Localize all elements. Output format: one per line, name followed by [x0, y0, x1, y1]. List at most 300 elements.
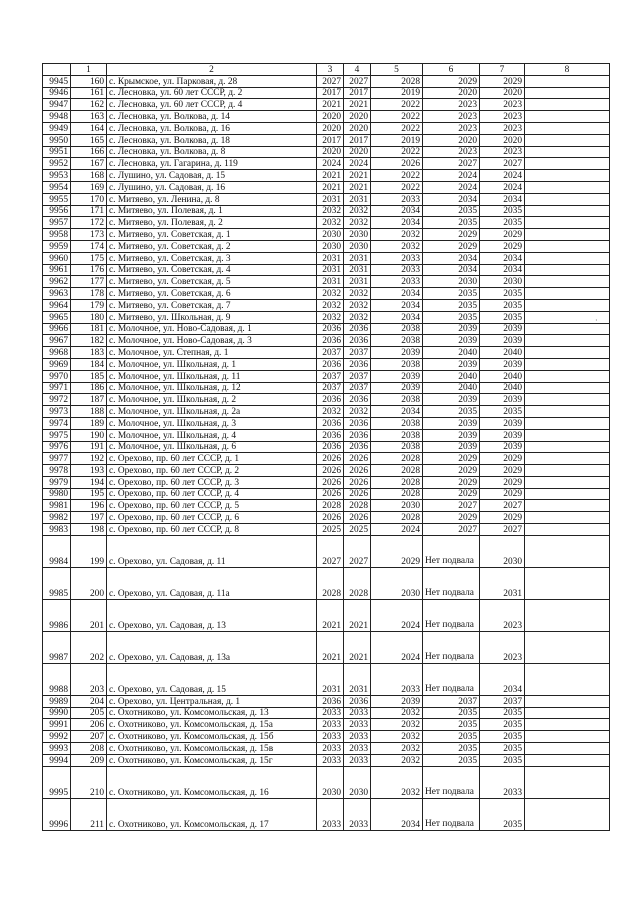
- cell-address: с. Митяево, ул. Советская, д. 6: [107, 288, 317, 300]
- cell-year-col-7: 2024: [480, 170, 525, 182]
- cell-year-col-4: 2021: [344, 170, 371, 182]
- cell-year-col-4: 2036: [344, 394, 371, 406]
- cell-col-8: [525, 417, 610, 429]
- header-col-4: 4: [344, 64, 371, 76]
- cell-year-col-7: 2034: [480, 252, 525, 264]
- cell-row-number: 9955: [43, 193, 71, 205]
- cell-col-8: [525, 240, 610, 252]
- cell-row-number: 9992: [43, 731, 71, 743]
- cell-year-col-6: 2035: [423, 406, 480, 418]
- cell-row-number: 9950: [43, 134, 71, 146]
- cell-year-col-7: 2033: [480, 766, 525, 798]
- cell-row-number: 9968: [43, 347, 71, 359]
- cell-year-col-5: 2034: [371, 299, 423, 311]
- cell-year-col-5: 2028: [371, 75, 423, 87]
- cell-row-number: 9996: [43, 798, 71, 830]
- cell-year-col-6: 2029: [423, 465, 480, 477]
- cell-year-col-7: 2029: [480, 229, 525, 241]
- cell-row-number: 9951: [43, 146, 71, 158]
- cell-year-col-3: 2036: [317, 429, 344, 441]
- cell-year-col-3: 2026: [317, 476, 344, 488]
- cell-address: с. Молочное, ул. Школьная, д. 12: [107, 382, 317, 394]
- cell-address: с. Митяево, ул. Советская, д. 3: [107, 252, 317, 264]
- cell-col-8: [525, 631, 610, 663]
- cell-year-col-4: 2030: [344, 240, 371, 252]
- cell-address: с. Молочное, ул. Школьная, д. 1: [107, 358, 317, 370]
- cell-col-8: [525, 754, 610, 766]
- cell-row-number: 9945: [43, 75, 71, 87]
- cell-col-8: [525, 229, 610, 241]
- cell-address: с. Охотниково, ул. Комсомольская, д. 15г: [107, 754, 317, 766]
- cell-col-8: [525, 488, 610, 500]
- cell-item-number: 171: [71, 205, 107, 217]
- cell-year-col-5: 2032: [371, 719, 423, 731]
- cell-col-8: [525, 599, 610, 631]
- cell-address: с. Молочное, ул. Школьная, д. 3: [107, 417, 317, 429]
- cell-item-number: 182: [71, 335, 107, 347]
- cell-item-number: 162: [71, 99, 107, 111]
- cell-address: с. Митяево, ул. Советская, д. 2: [107, 240, 317, 252]
- table-row: [43, 631, 610, 663]
- cell-year-col-7: 2034: [480, 663, 525, 695]
- table-row: [43, 134, 610, 146]
- cell-year-col-3: 2037: [317, 382, 344, 394]
- table-row: [43, 599, 610, 631]
- table-row: [43, 146, 610, 158]
- cell-year-col-6: 2023: [423, 99, 480, 111]
- cell-address: с. Молочное, ул. Ново-Садовая, д. 3: [107, 335, 317, 347]
- cell-address: с. Лесновка, ул. 60 лет СССР, д. 2: [107, 87, 317, 99]
- cell-year-col-5: 2019: [371, 87, 423, 99]
- header-col-5: 5: [371, 64, 423, 76]
- cell-item-number: 210: [71, 766, 107, 798]
- cell-address: с. Лесновка, ул. 60 лет СССР, д. 4: [107, 99, 317, 111]
- cell-year-col-6: 2029: [423, 488, 480, 500]
- cell-year-col-5: 2026: [371, 158, 423, 170]
- cell-year-col-6: 2024: [423, 170, 480, 182]
- table-row: [43, 417, 610, 429]
- table-row: [43, 394, 610, 406]
- table-row: [43, 567, 610, 599]
- cell-year-col-4: 2026: [344, 488, 371, 500]
- cell-row-number: 9965: [43, 311, 71, 323]
- cell-year-col-5: 2038: [371, 394, 423, 406]
- cell-year-col-3: 2032: [317, 205, 344, 217]
- cell-year-col-3: 2020: [317, 122, 344, 134]
- table-row: [43, 217, 610, 229]
- cell-year-col-5: 2028: [371, 453, 423, 465]
- cell-year-col-3: 2033: [317, 754, 344, 766]
- table-row: [43, 335, 610, 347]
- cell-year-col-6: 2034: [423, 252, 480, 264]
- cell-year-col-7: 2039: [480, 323, 525, 335]
- cell-row-number: 9962: [43, 276, 71, 288]
- cell-address: с. Орехово, пр. 60 лет СССР, д. 5: [107, 500, 317, 512]
- cell-year-col-5: 2034: [371, 288, 423, 300]
- table-row: [43, 358, 610, 370]
- cell-row-number: 9963: [43, 288, 71, 300]
- cell-item-number: 190: [71, 429, 107, 441]
- cell-row-number: 9983: [43, 524, 71, 536]
- table-row: [43, 347, 610, 359]
- cell-year-col-7: 2035: [480, 743, 525, 755]
- cell-year-col-6: 2039: [423, 335, 480, 347]
- cell-year-col-6: 2039: [423, 429, 480, 441]
- cell-address: с. Лесновка, ул. Волкова, д. 16: [107, 122, 317, 134]
- cell-year-col-6: 2039: [423, 394, 480, 406]
- cell-col-8: [525, 535, 610, 567]
- cell-year-col-7: 2029: [480, 75, 525, 87]
- cell-col-8: [525, 158, 610, 170]
- cell-item-number: 209: [71, 754, 107, 766]
- cell-year-col-3: 2031: [317, 276, 344, 288]
- cell-year-col-5: 2032: [371, 240, 423, 252]
- cell-year-col-7: 2027: [480, 524, 525, 536]
- cell-year-col-6: 2035: [423, 707, 480, 719]
- table-row: [43, 205, 610, 217]
- cell-item-number: 184: [71, 358, 107, 370]
- cell-item-number: 200: [71, 567, 107, 599]
- cell-year-col-6: Нет подвала: [423, 766, 480, 798]
- cell-item-number: 160: [71, 75, 107, 87]
- cell-year-col-6: 2037: [423, 695, 480, 707]
- cell-year-col-7: 2034: [480, 264, 525, 276]
- cell-row-number: 9976: [43, 441, 71, 453]
- cell-address: с. Орехово, ул. Садовая, д. 13: [107, 599, 317, 631]
- cell-year-col-4: 2026: [344, 476, 371, 488]
- cell-item-number: 179: [71, 299, 107, 311]
- table-row: [43, 323, 610, 335]
- cell-year-col-4: 2032: [344, 406, 371, 418]
- cell-col-8: [525, 75, 610, 87]
- cell-item-number: 176: [71, 264, 107, 276]
- cell-address: с. Орехово, пр. 60 лет СССР, д. 3: [107, 476, 317, 488]
- cell-address: с. Митяево, ул. Советская, д. 7: [107, 299, 317, 311]
- cell-item-number: 185: [71, 370, 107, 382]
- cell-row-number: 9977: [43, 453, 71, 465]
- cell-item-number: 198: [71, 524, 107, 536]
- cell-address: с. Митяево, ул. Школьная, д. 9: [107, 311, 317, 323]
- cell-col-8: [525, 122, 610, 134]
- cell-year-col-7: 2035: [480, 217, 525, 229]
- cell-year-col-7: 2023: [480, 122, 525, 134]
- cell-year-col-6: 2035: [423, 731, 480, 743]
- cell-year-col-5: 2039: [371, 370, 423, 382]
- cell-year-col-5: 2019: [371, 134, 423, 146]
- table-row: [43, 707, 610, 719]
- cell-item-number: 199: [71, 535, 107, 567]
- cell-year-col-7: 2039: [480, 394, 525, 406]
- cell-row-number: 9948: [43, 111, 71, 123]
- cell-item-number: 206: [71, 719, 107, 731]
- cell-year-col-3: 2021: [317, 181, 344, 193]
- cell-item-number: 164: [71, 122, 107, 134]
- cell-year-col-4: 2037: [344, 370, 371, 382]
- cell-row-number: 9953: [43, 170, 71, 182]
- cell-address: с. Орехово, пр. 60 лет СССР, д. 6: [107, 512, 317, 524]
- cell-year-col-4: 2028: [344, 500, 371, 512]
- cell-row-number: 9964: [43, 299, 71, 311]
- cell-year-col-3: 2036: [317, 417, 344, 429]
- cell-year-col-5: 2028: [371, 488, 423, 500]
- cell-row-number: 9960: [43, 252, 71, 264]
- cell-col-8: [525, 276, 610, 288]
- cell-year-col-7: 2029: [480, 453, 525, 465]
- cell-year-col-6: 2029: [423, 229, 480, 241]
- cell-year-col-3: 2026: [317, 465, 344, 477]
- table-row: [43, 476, 610, 488]
- cell-year-col-7: 2029: [480, 240, 525, 252]
- cell-year-col-3: 2017: [317, 87, 344, 99]
- cell-year-col-5: 2022: [371, 146, 423, 158]
- cell-year-col-6: 2035: [423, 205, 480, 217]
- cell-year-col-7: 2034: [480, 193, 525, 205]
- cell-item-number: 169: [71, 181, 107, 193]
- cell-address: с. Орехово, ул. Садовая, д. 11: [107, 535, 317, 567]
- table-row: [43, 754, 610, 766]
- cell-row-number: 9995: [43, 766, 71, 798]
- cell-year-col-7: 2035: [480, 754, 525, 766]
- cell-row-number: 9967: [43, 335, 71, 347]
- cell-year-col-5: 2038: [371, 335, 423, 347]
- cell-year-col-4: 2025: [344, 524, 371, 536]
- cell-year-col-4: 2033: [344, 754, 371, 766]
- cell-col-8: [525, 465, 610, 477]
- cell-year-col-5: 2033: [371, 193, 423, 205]
- cell-item-number: 211: [71, 798, 107, 830]
- cell-year-col-4: 2036: [344, 695, 371, 707]
- cell-row-number: 9993: [43, 743, 71, 755]
- cell-row-number: 9957: [43, 217, 71, 229]
- cell-address: с. Молочное, ул. Школьная, д. 11: [107, 370, 317, 382]
- cell-address: с. Охотниково, ул. Комсомольская, д. 15а: [107, 719, 317, 731]
- cell-year-col-4: 2021: [344, 631, 371, 663]
- cell-col-8: [525, 382, 610, 394]
- cell-year-col-3: 2031: [317, 264, 344, 276]
- cell-row-number: 9989: [43, 695, 71, 707]
- cell-year-col-6: 2039: [423, 358, 480, 370]
- cell-item-number: 188: [71, 406, 107, 418]
- cell-col-8: [525, 146, 610, 158]
- cell-row-number: 9966: [43, 323, 71, 335]
- cell-year-col-6: 2023: [423, 111, 480, 123]
- cell-year-col-4: 2033: [344, 719, 371, 731]
- cell-year-col-6: Нет подвала: [423, 663, 480, 695]
- cell-row-number: 9959: [43, 240, 71, 252]
- cell-address: с. Лесновка, ул. Волкова, д. 18: [107, 134, 317, 146]
- cell-col-8: [525, 798, 610, 830]
- cell-year-col-6: 2024: [423, 181, 480, 193]
- cell-year-col-7: 2031: [480, 567, 525, 599]
- cell-year-col-3: 2036: [317, 335, 344, 347]
- cell-year-col-3: 2021: [317, 599, 344, 631]
- cell-col-8: [525, 111, 610, 123]
- cell-year-col-3: 2030: [317, 240, 344, 252]
- cell-year-col-7: 2020: [480, 87, 525, 99]
- cell-item-number: 189: [71, 417, 107, 429]
- cell-year-col-7: 2039: [480, 429, 525, 441]
- cell-year-col-7: 2039: [480, 358, 525, 370]
- cell-row-number: 9956: [43, 205, 71, 217]
- cell-year-col-5: 2033: [371, 252, 423, 264]
- cell-address: с. Молочное, ул. Школьная, д. 4: [107, 429, 317, 441]
- cell-year-col-6: 2023: [423, 146, 480, 158]
- cell-item-number: 163: [71, 111, 107, 123]
- cell-row-number: 9988: [43, 663, 71, 695]
- cell-address: с. Орехово, пр. 60 лет СССР, д. 4: [107, 488, 317, 500]
- cell-year-col-3: 2037: [317, 370, 344, 382]
- cell-year-col-4: 2026: [344, 512, 371, 524]
- table-row: [43, 181, 610, 193]
- cell-row-number: 9979: [43, 476, 71, 488]
- cell-year-col-5: 2022: [371, 170, 423, 182]
- table-row: [43, 276, 610, 288]
- cell-year-col-4: 2024: [344, 158, 371, 170]
- table-row: [43, 743, 610, 755]
- cell-address: с. Охотниково, ул. Комсомольская, д. 15б: [107, 731, 317, 743]
- cell-year-col-7: 2029: [480, 512, 525, 524]
- cell-row-number: 9958: [43, 229, 71, 241]
- cell-col-8: [525, 429, 610, 441]
- cell-year-col-7: 2035: [480, 731, 525, 743]
- cell-year-col-5: 2039: [371, 695, 423, 707]
- cell-item-number: 193: [71, 465, 107, 477]
- cell-address: с. Митяево, ул. Ленина, д. 8: [107, 193, 317, 205]
- cell-row-number: 9954: [43, 181, 71, 193]
- cell-col-8: [525, 476, 610, 488]
- table-row: [43, 798, 610, 830]
- cell-col-8: [525, 743, 610, 755]
- cell-item-number: 161: [71, 87, 107, 99]
- cell-year-col-5: 2030: [371, 500, 423, 512]
- cell-item-number: 175: [71, 252, 107, 264]
- table-row: [43, 695, 610, 707]
- cell-year-col-4: 2033: [344, 743, 371, 755]
- cell-address: с. Орехово, пр. 60 лет СССР, д. 2: [107, 465, 317, 477]
- cell-col-8: [525, 766, 610, 798]
- cell-year-col-5: 2038: [371, 429, 423, 441]
- cell-year-col-5: 2038: [371, 417, 423, 429]
- cell-year-col-4: 2030: [344, 229, 371, 241]
- table-row: [43, 719, 610, 731]
- cell-col-8: [525, 170, 610, 182]
- cell-item-number: 204: [71, 695, 107, 707]
- cell-year-col-3: 2036: [317, 358, 344, 370]
- cell-year-col-7: 2027: [480, 500, 525, 512]
- cell-year-col-4: 2037: [344, 382, 371, 394]
- scan-speck: ·: [595, 316, 598, 325]
- cell-address: с. Митяево, ул. Полевая, д. 2: [107, 217, 317, 229]
- cell-row-number: 9985: [43, 567, 71, 599]
- cell-address: с. Молочное, ул. Школьная, д. 6: [107, 441, 317, 453]
- cell-address: с. Митяево, ул. Советская, д. 5: [107, 276, 317, 288]
- cell-year-col-7: 2030: [480, 276, 525, 288]
- table-row: [43, 731, 610, 743]
- cell-year-col-5: 2033: [371, 276, 423, 288]
- cell-year-col-3: 2021: [317, 631, 344, 663]
- table-header-row: [43, 64, 610, 76]
- cell-item-number: 165: [71, 134, 107, 146]
- cell-address: с. Лесновка, ул. Гагарина, д. 119: [107, 158, 317, 170]
- cell-year-col-4: 2027: [344, 535, 371, 567]
- cell-row-number: 9969: [43, 358, 71, 370]
- table-row: [43, 193, 610, 205]
- cell-address: с. Орехово, ул. Центральная, д. 1: [107, 695, 317, 707]
- table-row: [43, 406, 610, 418]
- cell-year-col-5: 2022: [371, 122, 423, 134]
- cell-year-col-6: 2034: [423, 264, 480, 276]
- cell-year-col-6: 2035: [423, 719, 480, 731]
- cell-address: с. Орехово, пр. 60 лет СССР, д. 1: [107, 453, 317, 465]
- cell-year-col-4: 2033: [344, 707, 371, 719]
- table-row: [43, 453, 610, 465]
- cell-row-number: 9952: [43, 158, 71, 170]
- cell-address: с. Охотниково, ул. Комсомольская, д. 15в: [107, 743, 317, 755]
- cell-year-col-6: 2035: [423, 288, 480, 300]
- cell-col-8: [525, 299, 610, 311]
- cell-year-col-4: 2031: [344, 276, 371, 288]
- cell-item-number: 174: [71, 240, 107, 252]
- cell-year-col-6: 2029: [423, 453, 480, 465]
- cell-year-col-7: 2035: [480, 299, 525, 311]
- cell-year-col-5: 2038: [371, 358, 423, 370]
- cell-item-number: 196: [71, 500, 107, 512]
- cell-year-col-6: Нет подвала: [423, 798, 480, 830]
- cell-year-col-3: 2031: [317, 252, 344, 264]
- cell-year-col-4: 2036: [344, 358, 371, 370]
- table-row: [43, 311, 610, 323]
- cell-item-number: 207: [71, 731, 107, 743]
- cell-year-col-4: 2027: [344, 75, 371, 87]
- cell-year-col-5: 2032: [371, 229, 423, 241]
- table-row: [43, 766, 610, 798]
- cell-year-col-6: 2035: [423, 311, 480, 323]
- cell-year-col-7: 2023: [480, 599, 525, 631]
- cell-year-col-5: 2028: [371, 465, 423, 477]
- cell-year-col-4: 2036: [344, 429, 371, 441]
- cell-year-col-4: 2028: [344, 567, 371, 599]
- cell-item-number: 202: [71, 631, 107, 663]
- cell-year-col-3: 2033: [317, 798, 344, 830]
- cell-row-number: 9946: [43, 87, 71, 99]
- cell-year-col-3: 2033: [317, 707, 344, 719]
- housing-schedule-table: [42, 63, 610, 831]
- cell-row-number: 9961: [43, 264, 71, 276]
- cell-col-8: [525, 358, 610, 370]
- cell-col-8: [525, 217, 610, 229]
- cell-row-number: 9990: [43, 707, 71, 719]
- cell-address: с. Молочное, ул. Степная, д. 1: [107, 347, 317, 359]
- cell-year-col-4: 2036: [344, 323, 371, 335]
- cell-year-col-3: 2027: [317, 535, 344, 567]
- header-col-index: [43, 64, 71, 76]
- cell-col-8: [525, 99, 610, 111]
- cell-year-col-5: 2030: [371, 567, 423, 599]
- cell-col-8: [525, 347, 610, 359]
- cell-year-col-3: 2036: [317, 441, 344, 453]
- cell-year-col-4: 2036: [344, 441, 371, 453]
- cell-year-col-3: 2031: [317, 193, 344, 205]
- cell-year-col-6: 2029: [423, 75, 480, 87]
- cell-year-col-5: 2039: [371, 382, 423, 394]
- cell-row-number: 9987: [43, 631, 71, 663]
- cell-year-col-4: 2031: [344, 252, 371, 264]
- cell-col-8: [525, 370, 610, 382]
- cell-year-col-3: 2026: [317, 488, 344, 500]
- cell-row-number: 9972: [43, 394, 71, 406]
- cell-address: с. Лушино, ул. Садовая, д. 16: [107, 181, 317, 193]
- cell-year-col-7: 2035: [480, 311, 525, 323]
